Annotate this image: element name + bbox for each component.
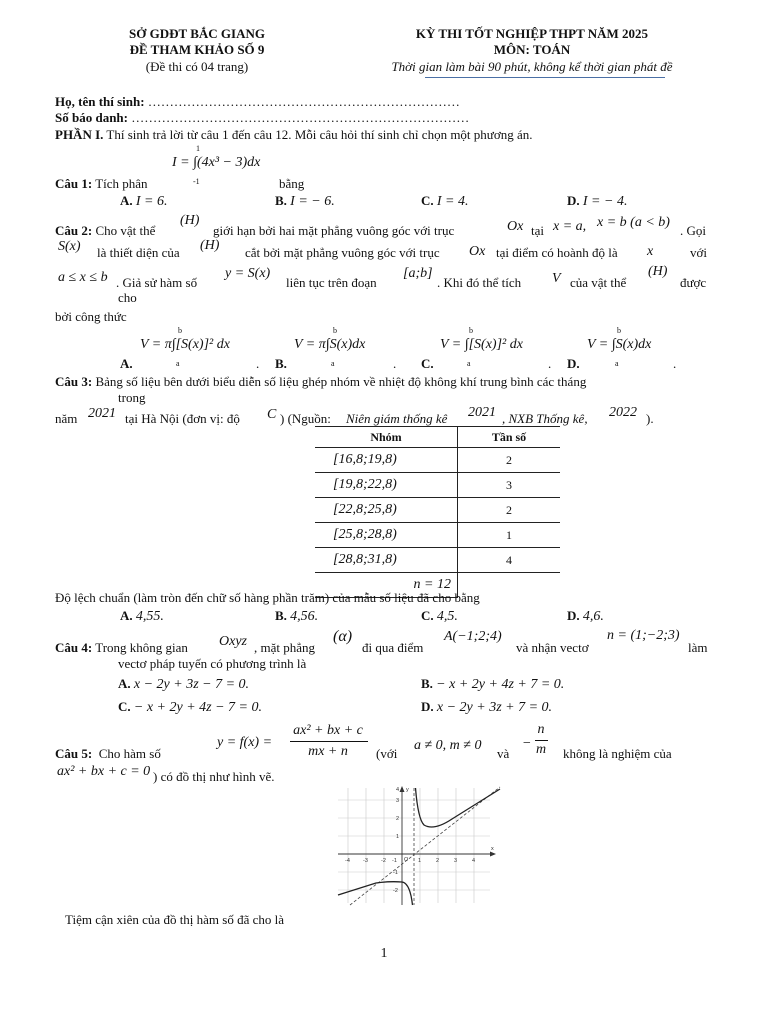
option-letter: B. [275,356,287,371]
q2-dot: . [673,356,677,371]
q2-Ox: Ox [469,244,486,259]
name-label: Họ, tên thí sinh: [55,94,145,109]
table-row [315,498,560,523]
option-letter: D. [567,608,580,623]
q5-label: Câu 5: [55,746,93,761]
q5-minus: − [522,736,532,751]
part1-label: PHẦN I. [55,127,104,142]
table-cell: [16,8;19,8) [315,448,458,473]
q4-label: Câu 4: [55,640,93,655]
candidate-id-row [55,110,469,126]
q1-option-a[interactable] [120,193,168,210]
q2-text: . Khi đó thể tích [437,275,522,290]
q5-question: Tiệm cận xiên của đồ thị hàm số đã cho là [65,912,285,927]
q5-frac-den: m [535,742,547,757]
q3-option-b[interactable] [275,608,318,625]
y-tick-label: 2 [396,816,400,822]
q3-year: 2021 [88,406,116,421]
q2-formula-b: V = π∫S(x)dx [294,337,366,352]
q2-text: . Gọi [680,223,706,238]
x-axis-label: x [491,846,494,852]
table-row [315,548,560,573]
option-letter: D. [421,699,434,714]
option-letter: A. [118,676,131,691]
q2-text: tại [531,223,544,238]
q5-numerator: ax² + bx + c [293,723,363,738]
q3-option-c[interactable] [421,608,458,625]
q4-text: đi qua điểm [362,640,424,655]
q2-Ox: Ox [507,219,524,234]
q2-x: x [647,244,654,259]
q4-text: làm [688,640,708,655]
page-number: 1 [380,946,388,961]
table-cell: [28,8;31,8) [315,548,458,573]
q3-text: năm [55,411,78,426]
q2-V: V [552,271,561,286]
q2-option-d[interactable] [567,356,580,372]
option-text: I = 4. [436,194,469,209]
name-dots: ……………………………………………………………… [147,94,460,109]
q2-text: Cho vật thể [95,223,156,238]
q5-text: và [497,746,510,761]
option-text: 4,55. [135,609,164,624]
q1-option-b[interactable] [275,193,335,210]
y-tick-label: 1 [396,834,400,840]
q2-text: cho [118,290,137,305]
q1-option-d[interactable] [567,193,627,210]
q4-option-b[interactable] [421,676,564,693]
q2-bound: a [176,359,180,368]
q2-H: (H) [200,238,220,253]
option-letter: C. [421,608,434,623]
q2-text: tại điểm có hoành độ là [496,245,618,260]
header-rule [425,77,665,78]
q2-ySx: y = S(x) [225,266,271,281]
table-cell: [25,8;28,8) [315,523,458,548]
option-letter: C. [421,356,434,371]
q3-publisher: , NXB Thống kê, [502,411,588,426]
id-label: Số báo danh: [55,110,128,125]
id-dots: …………………………………………………………………… [131,110,470,125]
q4-point: A(−1;2;4) [444,629,502,644]
q2-Sx: S(x) [58,239,81,254]
q5-text: (với [376,746,398,761]
q2-range: a ≤ x ≤ b [58,270,108,285]
q2-bound: b [178,326,182,335]
q1-label: Câu 1: [55,176,93,191]
option-text: I = 6. [135,194,168,209]
q2-label: Câu 2: [55,223,93,238]
q3-year: 2022 [609,405,637,420]
q3-option-a[interactable] [120,608,164,625]
q3-text: tại Hà Nội (đơn vị: độ [125,411,240,426]
table-row [315,523,560,548]
table-total: n = 12 [315,573,458,598]
q4-option-d[interactable] [421,699,552,716]
q2-dot: . [548,356,552,371]
q2-ab: [a;b] [403,266,433,281]
frequency-table [315,426,560,598]
q2-bound: a [467,359,471,368]
q2-option-a[interactable] [120,356,133,372]
q4-space: Oxyz [219,634,247,649]
q1-text: Tích phân [95,176,148,191]
q2-text: cắt bởi mặt phẳng vuông góc với trục [245,245,440,260]
option-letter: A. [120,193,133,208]
q5-denominator: mx + n [308,744,348,759]
q2-xb: x = b (a < b) [597,215,670,230]
option-text: − x + 2y + 4z + 7 = 0. [436,677,565,692]
option-letter: B. [275,193,287,208]
q4-option-c[interactable] [118,699,262,716]
q2-text: bởi công thức [55,309,127,324]
q3-label: Câu 3: [55,374,93,389]
q2-text: giới hạn bởi hai mặt phẳng vuông góc với trục [213,223,455,238]
x-tick-label: -3 [363,858,368,864]
q5-function: y = f(x) = [217,735,273,750]
q4-text: vectơ pháp tuyến có phương trình là [118,656,307,671]
option-text: − x + 2y + 4z − 7 = 0. [133,700,263,715]
table-cell: 2 [458,448,561,473]
q1-suffix: bằng [279,176,305,191]
q1-option-c[interactable] [421,193,469,210]
q2-bound: a [331,359,335,368]
q3-text: Bảng số liệu bên dưới biểu diễn số liệu ghép nhóm về nhiệt độ không khí trung bình các tháng [95,374,587,389]
table-cell: 1 [458,523,561,548]
q2-bound: b [469,326,473,335]
option-text: I = − 4. [582,194,628,209]
q2-text: liên tục trên đoạn [286,275,377,290]
q2-text: . Giả sử hàm số [116,275,198,290]
q2-text: được [680,275,707,290]
q5-text: không là nghiệm của [563,746,672,761]
q5-text: Cho hàm số [98,746,161,761]
q5-frac-num: n [537,722,545,737]
x-tick-label: -2 [381,858,386,864]
q3-line1 [55,374,586,390]
option-letter: A. [120,608,133,623]
option-letter: B. [421,676,433,691]
exam-title: KỲ THI TỐT NGHIỆP THPT NĂM 2025 [415,26,649,41]
q2-bound: b [617,326,621,335]
q4-plane: (α) [333,628,353,645]
option-text: I = − 6. [290,194,335,209]
q2-xa: x = a, [553,219,587,234]
q3-text: ). [646,411,654,426]
table-row [315,448,560,473]
q4-option-a[interactable] [118,676,249,693]
q1-lower: -1 [193,177,200,186]
page-count: (Đề thi có 04 trang) [145,59,249,74]
x-tick-label: 4 [472,858,476,864]
x-tick-label: -4 [345,858,350,864]
origin-label: O [404,857,409,863]
option-text: 4,5. [436,609,458,624]
x-tick-label: -1 [392,858,397,864]
exam-code: ĐỀ THAM KHẢO SỐ 9 [129,42,265,57]
q5-frac-bar [535,740,548,741]
q4-vector: n = (1;−2;3) [607,628,680,643]
option-text: 4,6. [582,609,604,624]
q5-line1 [55,746,161,762]
q5-condition: a ≠ 0, m ≠ 0 [414,738,482,753]
q4-text: , mặt phẳng [254,640,316,655]
q2-formula-c: V = ∫[S(x)]² dx [440,337,523,352]
q3-option-d[interactable] [567,608,604,625]
table-cell: 2 [458,498,561,523]
table-cell: [19,8;22,8) [315,473,458,498]
q3-year: 2021 [468,405,496,420]
q3-text: trong [118,390,146,405]
q2-dot: . [393,356,397,371]
q5-text: ) có đồ thị như hình vẽ. [153,769,275,784]
q2-option-b[interactable] [275,356,287,372]
candidate-name-row [55,94,460,110]
q5-equation: ax² + bx + c = 0 [57,764,151,779]
option-letter: C. [118,699,131,714]
q2-option-c[interactable] [421,356,434,372]
q2-H: (H) [648,264,668,279]
table-header: Tần số [458,427,561,448]
q1-integral: I = ∫(4x³ − 3)dx [172,155,261,170]
q5-fraction-bar [290,741,368,742]
table-row [315,473,560,498]
x-tick-label: 2 [436,858,440,864]
part1-instruction [55,127,532,143]
q2-formula-a: V = π∫[S(x)]² dx [140,337,230,352]
table-cell: 4 [458,548,561,573]
q2-formula-d: V = ∫S(x)dx [587,337,652,352]
option-text: 4,56. [290,609,319,624]
option-letter: D. [567,193,580,208]
q1-stem [55,176,148,192]
q3-source: Niên giám thống kê [346,411,448,426]
option-text: x − 2y + 3z − 7 = 0. [133,677,250,692]
q4-text: và nhận vectơ [516,640,589,655]
q3-text: ) (Nguồn: [280,411,331,426]
option-text: x − 2y + 3z + 7 = 0. [436,700,553,715]
option-letter: C. [421,193,434,208]
subject: MÔN: TOÁN [493,42,571,57]
q2-H: (H) [180,213,200,228]
q2-text: là thiết diện của [97,245,180,260]
dept-name: SỞ GDĐT BẮC GIANG [129,26,265,41]
table-cell: [22,8;25,8) [315,498,458,523]
q3-question: Độ lệch chuẩn (làm tròn đến chữ số hàng phần trăm) của mẫu số liệu đã cho bằng [55,590,480,605]
q2-bound: b [333,326,337,335]
x-tick-label: 1 [418,858,422,864]
q2-bound: a [615,359,619,368]
y-tick-label: 4 [396,787,400,793]
option-letter: B. [275,608,287,623]
y-axis-label: y [406,787,409,793]
part1-text: Thí sinh trả lời từ câu 1 đến câu 12. Mỗi câu hỏi thí sinh chỉ chọn một phương án. [106,127,533,142]
table-header: Nhóm [315,427,458,448]
y-tick-label: 3 [396,798,400,804]
q2-text: với [690,245,707,260]
q2-line1 [55,223,155,239]
q2-text: của vật thể [570,275,627,290]
x-tick-label: 3 [454,858,458,864]
q3-unit: C [267,407,277,422]
q4-line1 [55,640,188,656]
q1-upper: 1 [196,144,200,153]
function-graph [330,783,505,908]
q2-dot: . [256,356,260,371]
table-cell: 3 [458,473,561,498]
option-letter: A. [120,356,133,371]
q4-text: Trong không gian [95,640,188,655]
exam-time: Thời gian làm bài 90 phút, không kể thời gian phát đề [391,59,673,74]
y-tick-label: -2 [393,888,398,894]
option-letter: D. [567,356,580,371]
y-tick-label: -1 [393,870,398,876]
